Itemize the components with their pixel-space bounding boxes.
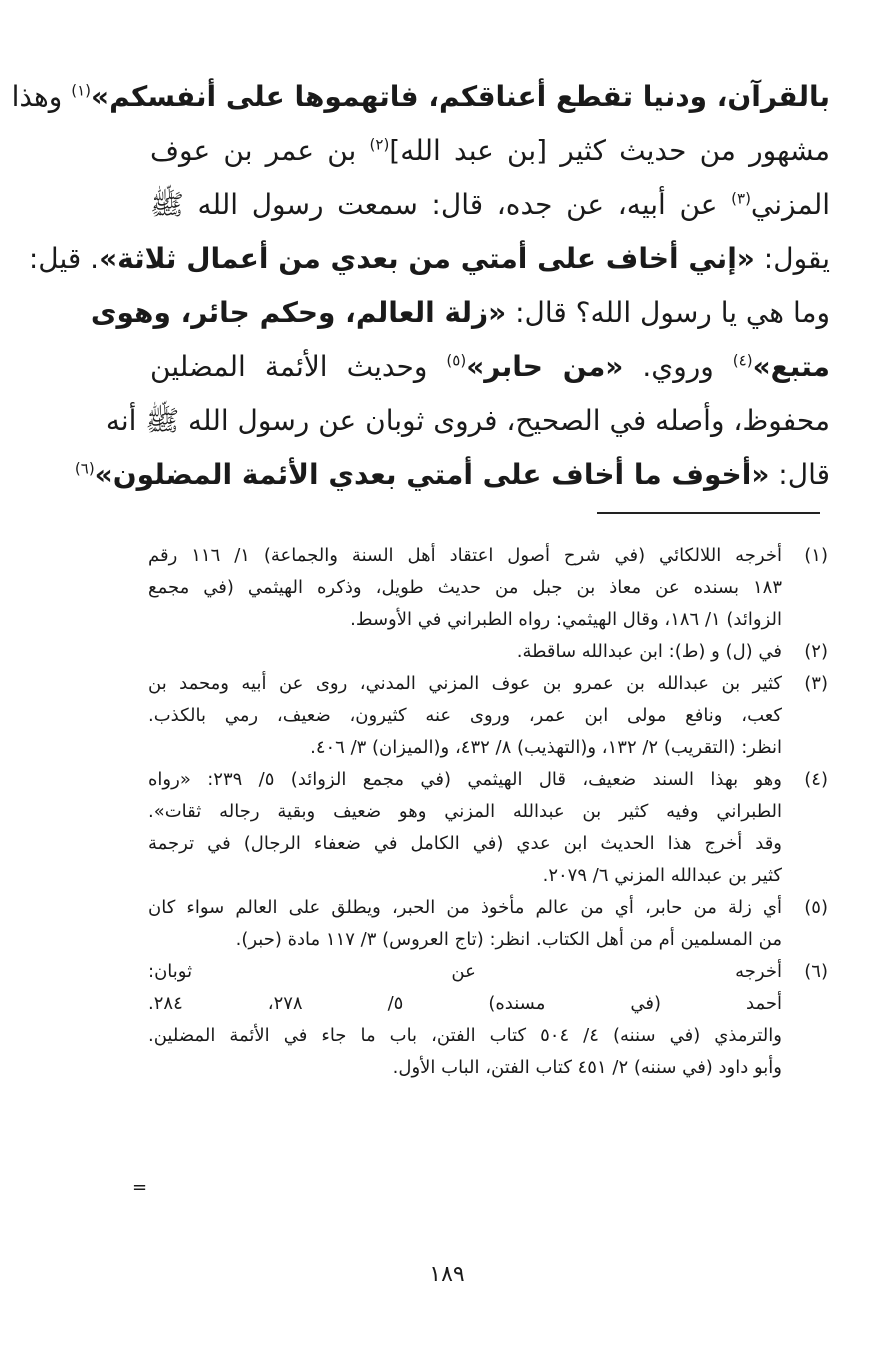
footnote-ref: (٣) (731, 189, 751, 208)
text-segment: بن عمر بن عوف (150, 134, 370, 167)
main-text-line (90, 286, 830, 340)
footnote-number: (٣) (804, 673, 828, 694)
main-text-line (74, 448, 830, 502)
footnote-line: كثير بن عبدالله المزني ٦/ ٢٠٧٩. (542, 865, 782, 886)
hadith-quote: «زلة العالم، وحكم جائر، وهوى (90, 296, 507, 329)
footnote-ref: (٤) (732, 351, 753, 370)
footnote-body (148, 540, 782, 636)
text-segment: وما هي يا رسول الله؟ قال: (506, 296, 830, 329)
footnote-number: (٥) (804, 897, 828, 918)
footnote-line: وأبو داود (في سننه) ٢/ ٤٥١ كتاب الفتن، الباب الأول. (392, 1057, 782, 1078)
footnote (148, 764, 828, 892)
text-segment: محفوظ، وأصله في الصحيح، فروى ثوبان عن رسول الله ﷺ أنه (105, 404, 830, 437)
footnote-line: كعب، ونافع مولى ابن عمر، وروى عنه كثيرون، ضعيف، رمي بالكذب. (148, 705, 782, 726)
hadith-quote: «أخوف ما أخاف على أمتي بعدي الأئمة المضلون» (94, 458, 770, 491)
footnote-line: وقد أخرج هذا الحديث ابن عدي (في الكامل في ضعفاء الرجال) في ترجمة (148, 833, 782, 854)
footnote-line: كثير بن عبدالله بن عمرو بن عوف المزني المدني، روى عن أبيه ومحمد بن (148, 673, 782, 694)
page-number: ١٨٩ (429, 1262, 465, 1287)
main-text-body (11, 70, 830, 502)
text-segment: . قيل: (28, 242, 100, 275)
main-text-line (150, 340, 830, 394)
footnotes-section (148, 540, 828, 1084)
footnote-body (148, 668, 782, 764)
footnote-line: انظر: (التقريب) ٢/ ١٣٢، و(التهذيب) ٨/ ٤٣٢، و(الميزان) ٣/ ٤٠٦. (310, 737, 782, 758)
footnote-ref: (٢) (369, 135, 390, 154)
footnote-line: أخرجه عن ثوبان: (148, 961, 782, 982)
footnote-ref: (٦) (74, 459, 95, 478)
text-segment: قال: (769, 458, 830, 491)
footnote (148, 892, 828, 956)
hadith-quote: متبع» (752, 350, 830, 383)
footnote-line: الطبراني وفيه كثير بن عبدالله المزني وهو ضعيف وبقية رجاله ثقات». (148, 801, 782, 822)
footnote-line: أحمد (في مسنده) ٥/ ٢٧٨، ٢٨٤. (148, 993, 783, 1014)
footnote-line: من المسلمين أم من أهل الكتاب. انظر: (تاج العروس) ٣/ ١١٧ مادة (حبر). (235, 929, 782, 950)
main-text-line (150, 178, 830, 232)
footnote-line: وهو بهذا السند ضعيف، قال الهيثمي (في مجمع الزوائد) ٥/ ٢٣٩: «رواه (148, 769, 782, 790)
footnote-number: (٦) (804, 961, 828, 982)
footnote (148, 956, 828, 1084)
footnote-ref: (٥) (446, 351, 467, 370)
text-segment: وروي. (623, 350, 733, 383)
text-segment: مشهور من حديث كثير [بن عبد الله] (389, 134, 830, 167)
footnote-separator (597, 512, 820, 514)
main-text-line (28, 232, 830, 286)
footnote-body (148, 636, 782, 668)
footnote-number: (٤) (804, 769, 828, 790)
text-segment: وهذا (11, 80, 72, 113)
footnote-line: في (ل) و (ط): ابن عبدالله ساقطة. (516, 641, 782, 662)
main-text-line (11, 70, 830, 124)
footnote-line: أي زلة من حابر، أي من عالم مأخوذ من الحبر، ويطلق على العالم سواء كان (148, 897, 782, 918)
footnote-line: الزوائد) ١/ ١٨٦، وقال الهيثمي: رواه الطبراني في الأوسط. (350, 609, 782, 630)
footnote-body (148, 764, 782, 892)
footnote-body (148, 956, 782, 1084)
main-text-line (150, 124, 830, 178)
footnote (148, 668, 828, 764)
continuation-mark: = (132, 1177, 148, 1198)
main-text-line (105, 394, 830, 448)
hadith-quote: «إني أخاف على أمتي من بعدي من أعمال ثلاثة» (99, 242, 755, 275)
footnote-line: ١٨٣ بسنده عن معاذ بن جبل من حديث طويل، وذكره الهيثمي (في مجمع (148, 577, 782, 598)
text-segment: يقول: (754, 242, 830, 275)
footnote-line: والترمذي (في سننه) ٤/ ٥٠٤ كتاب الفتن، باب ما جاء في الأئمة المضلين. (148, 1025, 782, 1046)
footnote-body (148, 892, 782, 956)
footnote-number: (١) (804, 545, 828, 566)
footnote-number: (٢) (804, 641, 828, 662)
footnote-ref: (١) (71, 81, 92, 100)
text-segment: المزني (750, 188, 830, 221)
text-segment: عن أبيه، عن جده، قال: سمعت رسول الله ﷺ (150, 188, 732, 221)
footnote-line: أخرجه اللالكائي (في شرح أصول اعتقاد أهل السنة والجماعة) ١/ ١١٦ رقم (148, 545, 782, 566)
footnote (148, 540, 828, 636)
hadith-quote: بالقرآن، ودنيا تقطع أعناقكم، فاتهموها على أنفسكم» (91, 80, 830, 113)
footnote (148, 636, 828, 668)
hadith-quote: «من حابر» (466, 350, 624, 383)
text-segment: وحديث الأئمة المضلين (150, 350, 447, 383)
